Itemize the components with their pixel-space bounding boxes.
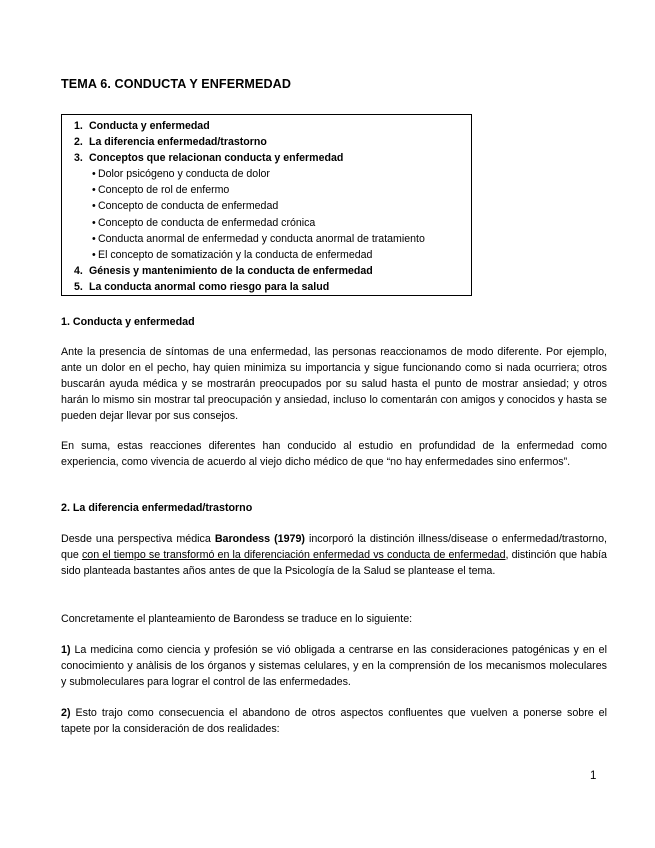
toc-subitem (74, 231, 471, 247)
text-run: incorporó la distinción illness/disease o enfermedad/trastorno, que (61, 533, 607, 561)
toc-subitem (74, 182, 471, 198)
toc-label: Génesis y mantenimiento de la conducta de enfermedad (89, 264, 373, 277)
toc-sublabel: El concepto de somatización y la conducta de enfermedad (98, 248, 373, 261)
paragraph (61, 643, 607, 691)
toc-sublabel: Concepto de rol de enfermo (98, 184, 230, 197)
toc-label: Conceptos que relacionan conducta y enfermedad (89, 152, 344, 165)
toc-item (74, 150, 471, 166)
paragraph (61, 706, 607, 738)
bullet-icon: • (92, 184, 96, 197)
toc-number: 1. (74, 120, 83, 132)
toc-sublabel: Dolor psicógeno y conducta de dolor (98, 168, 270, 181)
bullet-icon: • (92, 216, 96, 229)
toc-label: La conducta anormal como riesgo para la salud (89, 280, 330, 293)
page-title: TEMA 6. CONDUCTA Y ENFERMEDAD (61, 77, 292, 91)
toc-sublabel: Conducta anormal de enfermedad y conducta anormal de tratamiento (98, 232, 425, 245)
bullet-icon: • (92, 232, 96, 245)
toc-subitem (74, 198, 471, 214)
toc-number: 3. (74, 152, 83, 165)
toc-item (74, 118, 471, 134)
paragraph: Concretamente el planteamiento de Barondess se traduce en lo siguiente: (61, 613, 413, 625)
text-run: La medicina como ciencia y profesión se vió obligada a centrarse en las consideraciones patogénicas y en el conocimiento y anàlisis de los órganos y sistemas celulares, y en la comprensión de los mecanismos moleculares y submoleculares para lograr el control de las enfermedades. (61, 644, 607, 688)
paragraph (61, 532, 607, 580)
section-heading: 2. La diferencia enfermedad/trastorno (61, 502, 253, 514)
toc-sublabel: Concepto de conducta de enfermedad crónica (98, 216, 316, 229)
toc-subitem (74, 247, 471, 263)
paragraph: Ante la presencia de síntomas de una enfermedad, las personas reaccionamos de modo diferente. Por ejemplo, ante un dolor en el pecho, hay quien minimiza su importancia y sigue funcionando como si nada ocurriera; otros buscarán ayuda médica y se mostrarán preocupados por su salud hasta el punto de mostrar ansiedad; y otros harán lo mismo sin mostrar tal preocupación y ansiedad, incluso lo comentarán con amigos y conocidos y hasta se pueden dejar llevar por sus consejos. (61, 346, 607, 422)
toc-number: 5. (74, 280, 83, 293)
list-number: 2) (61, 707, 71, 719)
toc-label: Conducta y enfermedad (89, 120, 210, 132)
toc-item (74, 134, 471, 150)
text-run: Desde una perspectiva médica (61, 533, 215, 545)
section-heading: 1. Conducta y enfermedad (61, 316, 195, 328)
page-number: 1 (590, 770, 597, 782)
toc-item (74, 279, 471, 295)
table-of-contents (61, 114, 472, 296)
underlined-text: con el tiempo se transformó en la diferenciación enfermedad vs conducta de enfermedad (81, 548, 506, 561)
text-run: Esto trajo como consecuencia el abandono de otros aspectos confluentes que vuelven a ponerse sobre el tapete por la consideración de dos realidades: (61, 707, 607, 735)
toc-sublabel: Concepto de conducta de enfermedad (98, 200, 279, 213)
toc-item (74, 263, 471, 279)
toc-subitem (74, 215, 471, 231)
paragraph: En suma, estas reacciones diferentes han conducido al estudio en profundidad de la enfermedad como experiencia, como vivencia de acuerdo al viejo dicho médico de que “no hay enfermedades sino enfermos”. (61, 440, 607, 468)
toc-label: La diferencia enfermedad/trastorno (89, 136, 267, 149)
toc-number: 2. (74, 136, 83, 149)
toc-number: 4. (74, 264, 83, 277)
text-run: , distinción que había sido planteada bastantes años antes de que la Psicología de la Salud se plantease el tema. (61, 548, 607, 577)
list-number: 1) (61, 644, 71, 656)
toc-subitem (74, 166, 471, 182)
citation: Barondess (1979) (214, 533, 305, 545)
bullet-icon: • (92, 248, 96, 261)
bullet-icon: • (92, 168, 96, 181)
bullet-icon: • (92, 200, 96, 213)
